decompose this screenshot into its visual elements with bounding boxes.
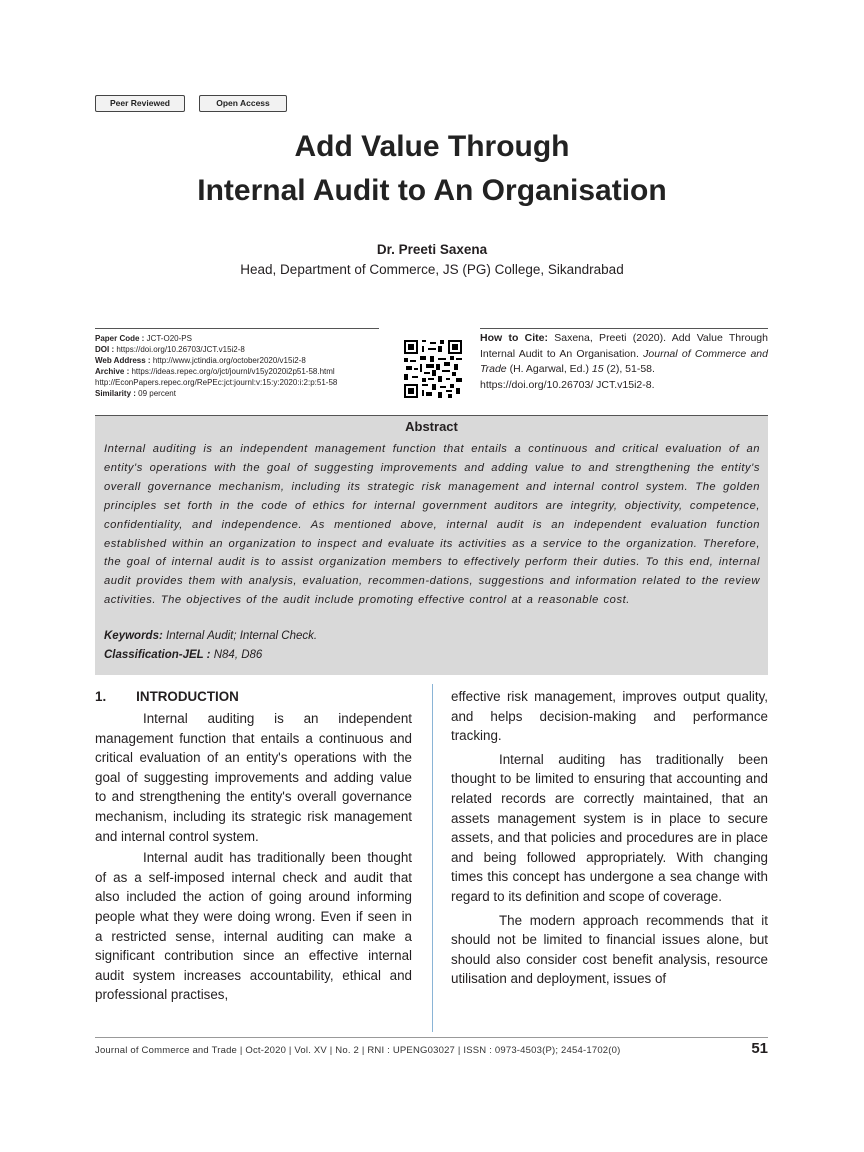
author-affiliation: Head, Department of Commerce, JS (PG) College, Sikandrabad xyxy=(240,262,624,277)
cite-doi[interactable]: https://doi.org/10.26703/ JCT.v15i2-8. xyxy=(480,378,655,391)
section-heading: 1. INTRODUCTION xyxy=(95,689,239,704)
right-paragraph-1: effective risk management, improves output quality, and helps decision-making and performance tracking. xyxy=(451,689,768,744)
abstract-heading: Abstract xyxy=(405,419,458,434)
author-name: Dr. Preeti Saxena xyxy=(376,242,488,257)
similarity: Similarity : 09 percent xyxy=(95,389,176,398)
qr-code-icon xyxy=(404,340,462,398)
column-divider xyxy=(432,684,433,1032)
right-column xyxy=(451,687,768,989)
right-paragraph-3: The modern approach recommends that it should not be limited to financial issues alone, but should also consider cost benefit analysis, resource utilisation and deployment, issues of xyxy=(451,912,768,987)
abstract-text: Internal auditing is an independent management function that entails a continuous and critical evaluation of an entity's operations with the goal of suggesting improvements and adding value to and strengthening the entity's overall governance mechanism, including its strategic risk management and internal control system. The golden principles set forth in the code of ethics for internal government auditors are integrity, objectivity, competence, confidentiality, and independence. As mentioned above, internal audit is an independent evaluation function established within an organization to inspect and evaluate its activities as a service to the organization. Therefore, the goal of internal audit is to assist organization members to effectively perform their duties. To this end, internal audit provides them with analysis, evaluation, recommen-dations, suggestions and information related to the review activities. The objectives of the audit include promoting effective control at a reasonable cost. xyxy=(104,443,760,607)
left-paragraph-2: Internal audit has traditionally been thought of as a self-imposed internal check and audit that also included the action of going around informing people what they were doing wrong. Even if seen in a restricted sense, internal auditing can make a significant contribution since an effective internal audit system increases accountability, ethical and professional practises, xyxy=(95,850,412,1003)
how-to-cite: How to Cite: Saxena, Preeti (2020). Add Value Through Internal Audit to An Organisation. Journal of Commerce and Trade (H. Agarwal, Ed.) 15 (2), 51-58. https://doi.org/10.26703/ JCT.v15i2-8. xyxy=(480,332,768,391)
econpapers-link[interactable]: http://EconPapers.repec.org/RePEc:jct:journl:v:15:y:2020:i:2:p:51-58 xyxy=(95,378,338,387)
open-access-badge: Open Access xyxy=(199,95,287,112)
paper-metadata xyxy=(95,333,395,399)
peer-reviewed-badge: Peer Reviewed xyxy=(95,95,185,112)
doi[interactable]: DOI : https://doi.org/10.26703/JCT.v15i2-8 xyxy=(95,345,245,354)
page-number: 51 xyxy=(751,1040,768,1057)
classification-jel: Classification-JEL : N84, D86 xyxy=(104,649,263,661)
web-address[interactable]: Web Address : http://www.jctindia.org/october2020/v15i2-8 xyxy=(95,356,306,365)
footer-rule xyxy=(95,1037,768,1038)
cite-top-rule xyxy=(480,328,768,329)
keywords: Keywords: Internal Audit; Internal Check. xyxy=(104,630,318,642)
meta-top-rule xyxy=(95,328,379,329)
journal-footer: Journal of Commerce and Trade | Oct-2020 | Vol. XV | No. 2 | RNI : UPENG03027 | ISSN : 0973-4503(P); 2454-1702(0) xyxy=(95,1045,621,1056)
left-column xyxy=(95,709,412,1005)
left-paragraph-1: Internal auditing is an independent management function that entails a continuous and critical evaluation of an entity's operations with the goal of suggesting improvements and adding value to and strengthening the entity's overall governance mechanism, including its strategic risk management and internal control system. xyxy=(95,711,412,844)
right-paragraph-2: Internal auditing has traditionally been thought to be limited to ensuring that accounting and related records are correctly maintained, that an assets management system is in place to secure assets, and that policies and procedures are in place and being followed appropriately. With changing times this concept has undergone a sea change with regard to its definition and scope of coverage. xyxy=(451,751,768,904)
paper-code: Paper Code : JCT-O20-PS xyxy=(95,334,192,343)
paper-title-line1: Add Value Through xyxy=(294,130,570,163)
archive[interactable]: Archive : https://ideas.repec.org/o/jct/journl/v15y2020i2p51-58.html xyxy=(95,367,335,376)
paper-title-line2: Internal Audit to An Organisation xyxy=(197,174,667,207)
